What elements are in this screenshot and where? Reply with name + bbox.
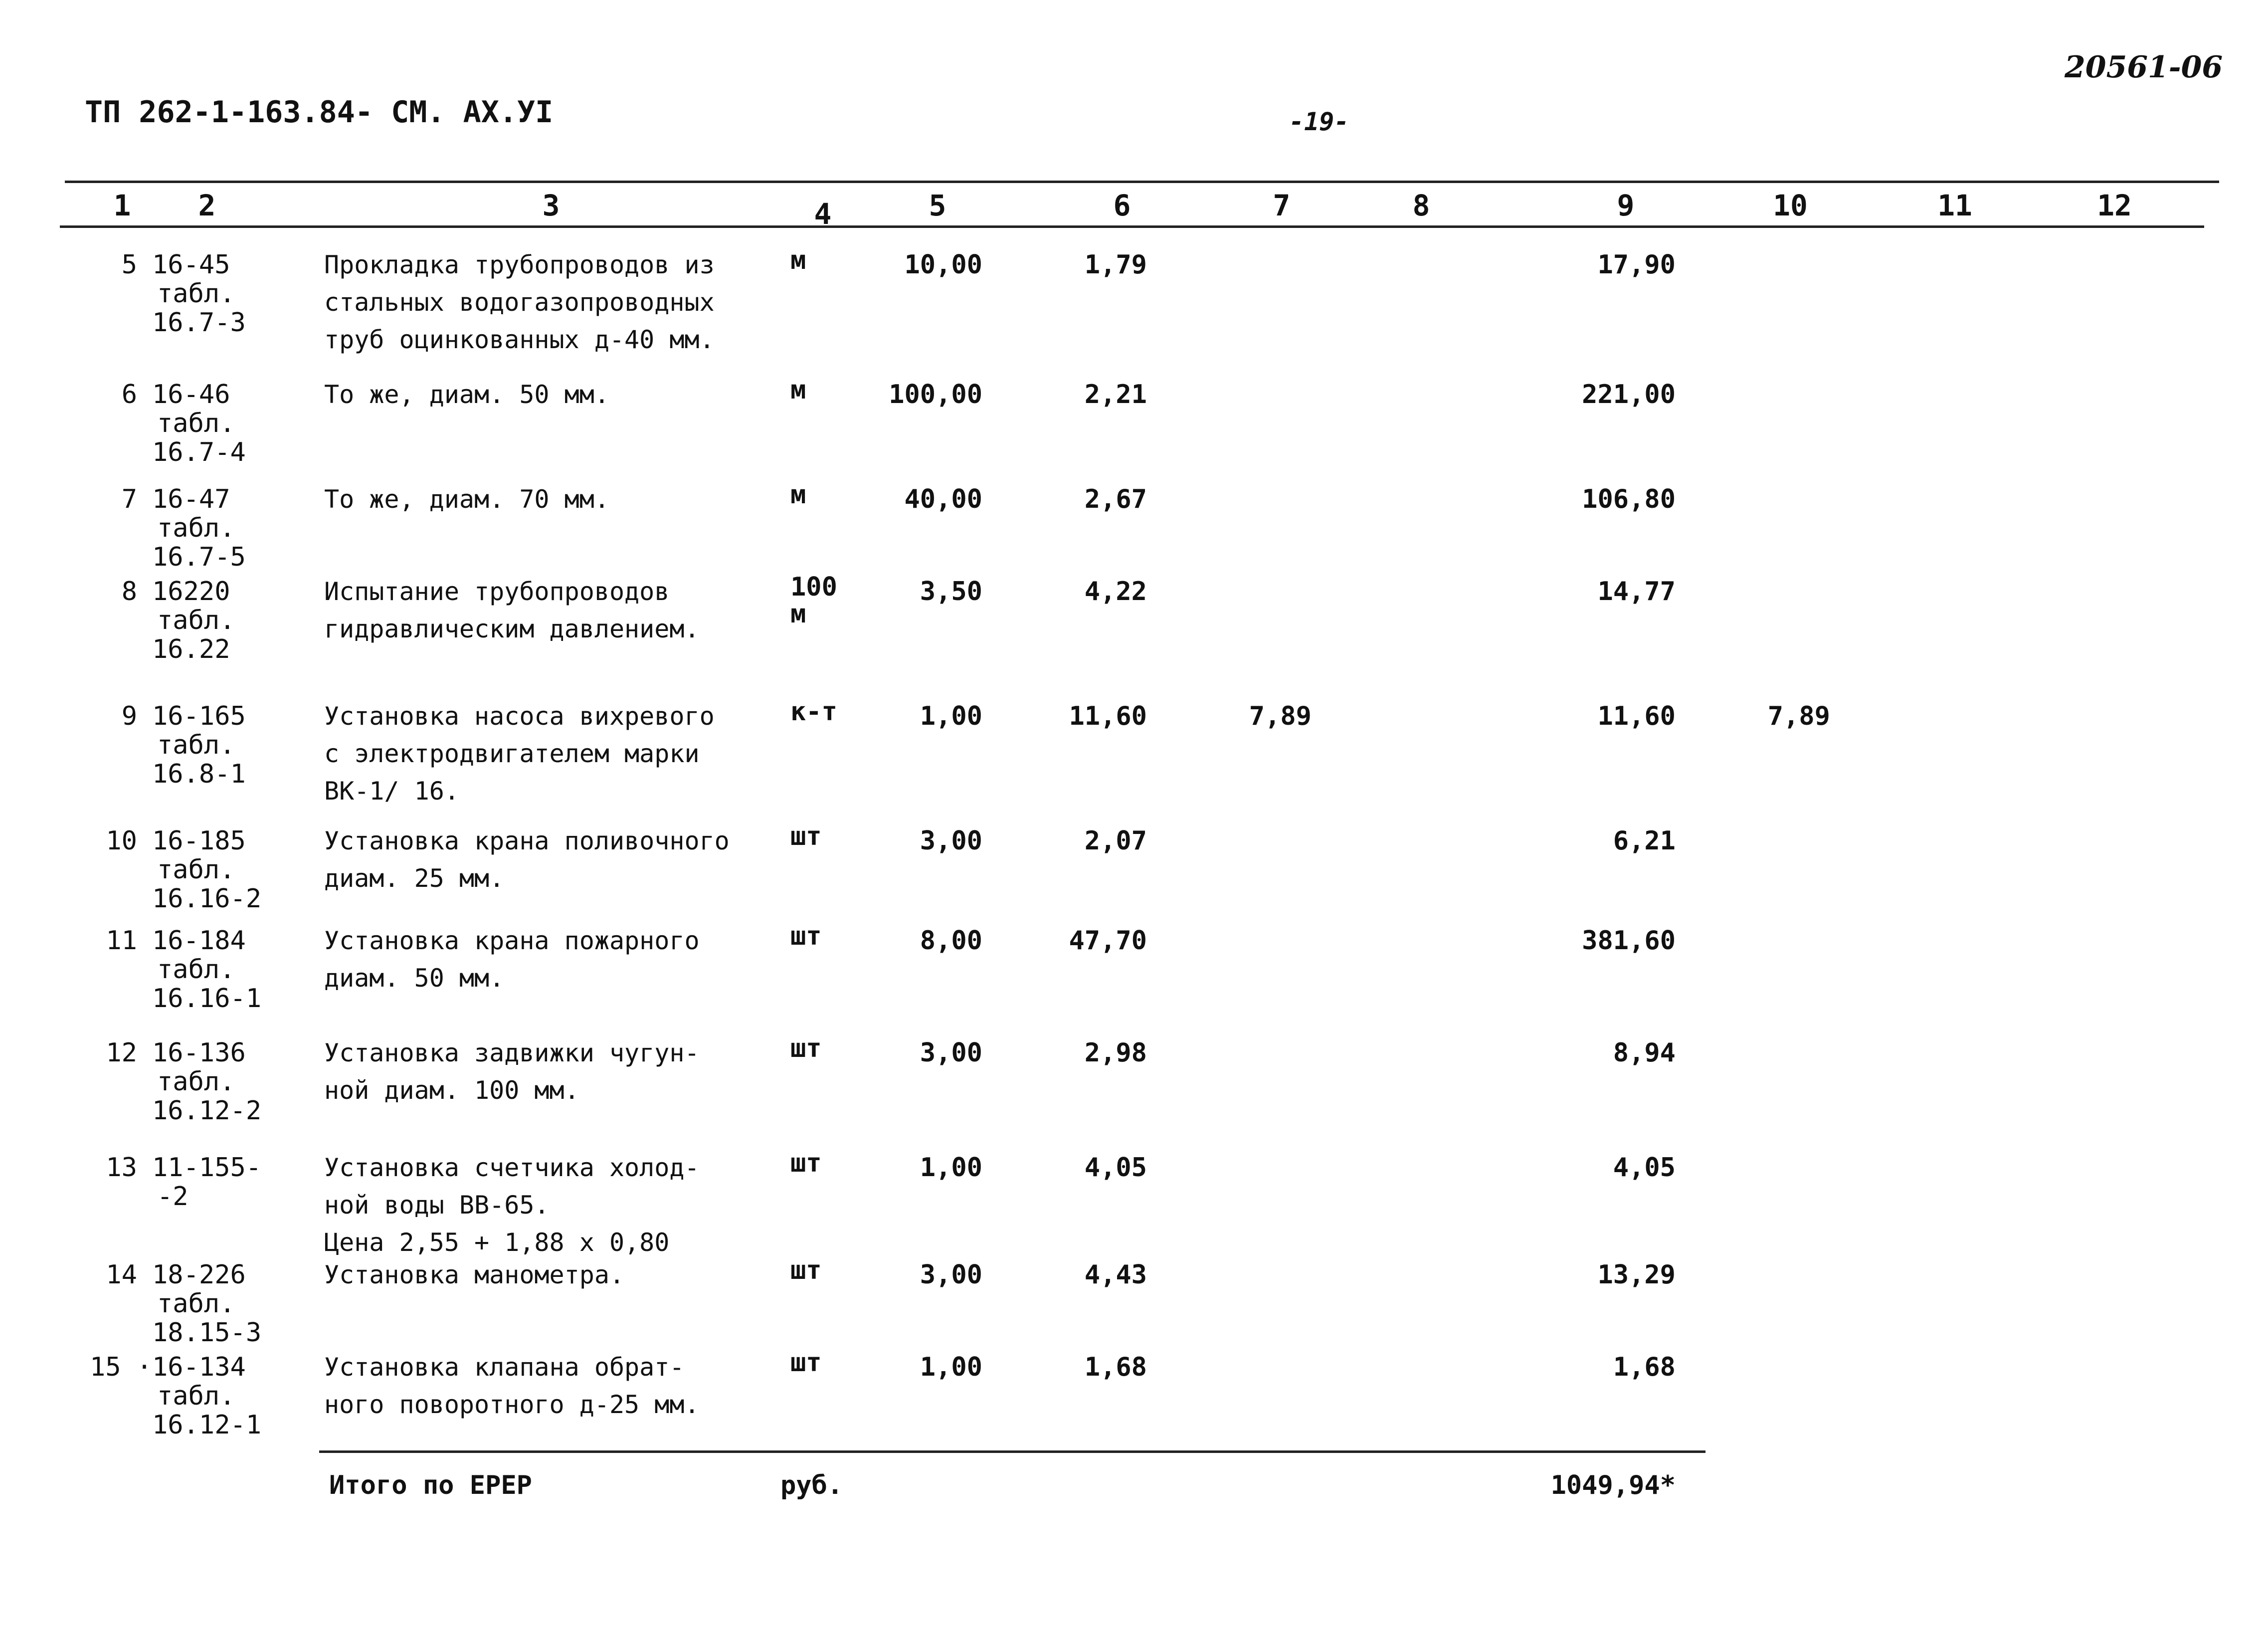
column-number: 3 <box>542 189 560 222</box>
row-unit-price: 2,21 <box>1084 380 1147 410</box>
row-code-line: 16-47 <box>152 484 230 514</box>
row-unit-price-wage: 7,89 <box>1249 701 1312 731</box>
row-total: 13,29 <box>1597 1260 1676 1290</box>
row-unit: м <box>790 245 806 275</box>
row-code-line: 16-185 <box>152 826 246 856</box>
row-quantity: 3,00 <box>920 826 982 856</box>
row-description-line: Цена 2,55 + 1,88 х 0,80 <box>324 1228 670 1257</box>
row-quantity: 1,00 <box>920 701 982 731</box>
row-unit-price: 2,07 <box>1084 826 1147 856</box>
row-quantity: 3,00 <box>920 1038 982 1068</box>
row-quantity: 3,50 <box>920 577 982 607</box>
row-code-line: 16.16-2 <box>152 884 262 914</box>
archive-stamp: 20561-06 <box>2065 50 2223 85</box>
row-total: 11,60 <box>1597 701 1676 731</box>
row-description-line: ной диам. 100 мм. <box>324 1076 579 1105</box>
row-code-line: 16.22 <box>152 634 230 664</box>
column-number: 1 <box>113 189 131 222</box>
row-number: 7 <box>121 484 137 514</box>
row-description-line: Прокладка трубопроводов из <box>324 250 715 279</box>
row-unit: к-т <box>790 697 837 727</box>
row-number: 6 <box>121 380 137 410</box>
row-code-line: 16220 <box>152 577 230 607</box>
row-unit-price: 4,22 <box>1084 577 1147 607</box>
row-code-line: табл. <box>157 409 235 438</box>
row-quantity: 3,00 <box>920 1260 982 1290</box>
row-description-line: стальных водогазопроводных <box>324 288 715 317</box>
column-number: 4 <box>814 197 832 231</box>
row-unit-price: 4,43 <box>1084 1260 1147 1290</box>
row-quantity: 1,00 <box>920 1352 982 1382</box>
row-code-line: 16.7-5 <box>152 542 246 572</box>
row-code-line: 18.15-3 <box>152 1318 262 1348</box>
row-number: 14 <box>106 1260 137 1290</box>
row-code-line: табл. <box>157 513 235 543</box>
summary-unit: руб. <box>780 1470 843 1500</box>
row-code-line: 16-134 <box>152 1352 246 1382</box>
row-quantity: 8,00 <box>920 926 982 956</box>
row-description-line: диам. 25 мм. <box>324 864 505 893</box>
row-code-line: табл. <box>157 730 235 760</box>
totals-rule <box>319 1450 1705 1453</box>
column-number: 11 <box>1937 189 1972 222</box>
row-total: 17,90 <box>1597 250 1676 280</box>
row-description-line: Установка крана поливочного <box>324 826 730 855</box>
row-total-wage: 7,89 <box>1767 701 1830 731</box>
row-code-line: табл. <box>157 1381 235 1411</box>
row-description-line: с электродвигателем марки <box>324 739 700 768</box>
row-code-line: 16.12-1 <box>152 1410 262 1440</box>
row-code-line: 16.7-4 <box>152 437 246 467</box>
row-unit-price: 11,60 <box>1069 701 1147 731</box>
column-number: 12 <box>2097 189 2132 222</box>
row-code-line: 16-184 <box>152 926 246 956</box>
row-description-line: диам. 50 мм. <box>324 964 505 993</box>
row-unit: шт <box>790 1348 822 1378</box>
row-quantity: 1,00 <box>920 1153 982 1183</box>
row-unit-price: 4,05 <box>1084 1153 1147 1183</box>
row-code-line: 16-165 <box>152 701 246 731</box>
row-total: 1,68 <box>1613 1352 1676 1382</box>
row-number: 11 <box>106 926 137 956</box>
row-unit-price: 1,79 <box>1084 250 1147 280</box>
row-total: 4,05 <box>1613 1153 1676 1183</box>
row-code-line: табл. <box>157 955 235 985</box>
row-unit: шт <box>790 921 822 951</box>
document-code: ТП 262-1-163.84- СМ. АХ.УI <box>85 95 554 130</box>
row-description-line: Установка манометра. <box>324 1260 625 1289</box>
row-description-line: Установка задвижки чугун- <box>324 1038 700 1067</box>
summary-total: 1049,94* <box>1550 1470 1676 1500</box>
row-total: 6,21 <box>1613 826 1676 856</box>
row-code-line: табл. <box>157 606 235 635</box>
row-code-line: -2 <box>157 1182 189 1212</box>
row-unit-price: 1,68 <box>1084 1352 1147 1382</box>
row-number: 13 <box>106 1153 137 1183</box>
row-unit: шт <box>790 1148 822 1178</box>
row-number: 8 <box>121 577 137 607</box>
row-description-line: Установка счетчика холод- <box>324 1153 700 1182</box>
column-number: 2 <box>198 189 216 222</box>
row-number: 10 <box>106 826 137 856</box>
row-number: 9 <box>121 701 137 731</box>
row-description-line: То же, диам. 70 мм. <box>324 485 609 514</box>
row-code-line: табл. <box>157 1289 235 1319</box>
row-unit-price: 2,67 <box>1084 484 1147 514</box>
row-unit: м <box>790 375 806 405</box>
column-number: 6 <box>1113 189 1131 222</box>
row-description-line: Испытание трубопроводов <box>324 577 670 606</box>
row-unit: шт <box>790 821 822 851</box>
row-quantity: 40,00 <box>904 484 982 514</box>
row-unit-price: 2,98 <box>1084 1038 1147 1068</box>
row-code-line: 16.7-3 <box>152 308 246 338</box>
row-total: 381,60 <box>1582 926 1676 956</box>
row-description-line: Установка насоса вихревого <box>324 702 715 731</box>
row-code-line: 16.12-2 <box>152 1096 262 1126</box>
row-code-line: 16.8-1 <box>152 759 246 789</box>
row-unit: шт <box>790 1255 822 1285</box>
row-code-line: 16-46 <box>152 380 230 410</box>
row-description-line: ной воды ВВ-65. <box>324 1191 550 1220</box>
row-code-line: табл. <box>157 1067 235 1097</box>
row-code-line: 18-226 <box>152 1260 246 1290</box>
column-number: 8 <box>1412 189 1430 222</box>
row-number: 12 <box>106 1038 137 1068</box>
row-description-line: Установка крана пожарного <box>324 926 700 955</box>
row-code-line: 16.16-1 <box>152 984 262 1014</box>
row-quantity: 10,00 <box>904 250 982 280</box>
row-description-line: Установка клапана обрат- <box>324 1353 685 1382</box>
row-number: 5 <box>121 250 137 280</box>
row-description-line: ного поворотного д-25 мм. <box>324 1390 700 1419</box>
row-description-line: гидравлическим давлением. <box>324 614 700 643</box>
header-bottom-rule <box>60 225 2204 228</box>
row-code-line: табл. <box>157 279 235 309</box>
row-total: 106,80 <box>1582 484 1676 514</box>
row-description-line: То же, диам. 50 мм. <box>324 380 609 409</box>
row-total: 8,94 <box>1613 1038 1676 1068</box>
row-number: 15 · <box>90 1352 153 1382</box>
column-number: 10 <box>1773 189 1808 222</box>
row-code-line: 16-136 <box>152 1038 246 1068</box>
row-description-line: труб оцинкованных д-40 мм. <box>324 325 715 354</box>
column-number: 7 <box>1273 189 1291 222</box>
row-unit: 100 м <box>790 572 837 629</box>
header-top-rule <box>65 181 2219 183</box>
row-code-line: 16-45 <box>152 250 230 280</box>
row-quantity: 100,00 <box>889 380 982 410</box>
column-number: 5 <box>929 189 946 222</box>
row-code-line: табл. <box>157 855 235 885</box>
column-number: 9 <box>1617 189 1635 222</box>
row-unit-price: 47,70 <box>1069 926 1147 956</box>
row-description-line: ВК-1/ 16. <box>324 777 459 806</box>
row-unit: м <box>790 480 806 510</box>
summary-label: Итого по ЕРЕР <box>329 1470 532 1500</box>
row-code-line: 11-155- <box>152 1153 262 1183</box>
page-number: -19- <box>1289 107 1349 136</box>
row-total: 14,77 <box>1597 577 1676 607</box>
row-total: 221,00 <box>1582 380 1676 410</box>
row-unit: шт <box>790 1033 822 1063</box>
